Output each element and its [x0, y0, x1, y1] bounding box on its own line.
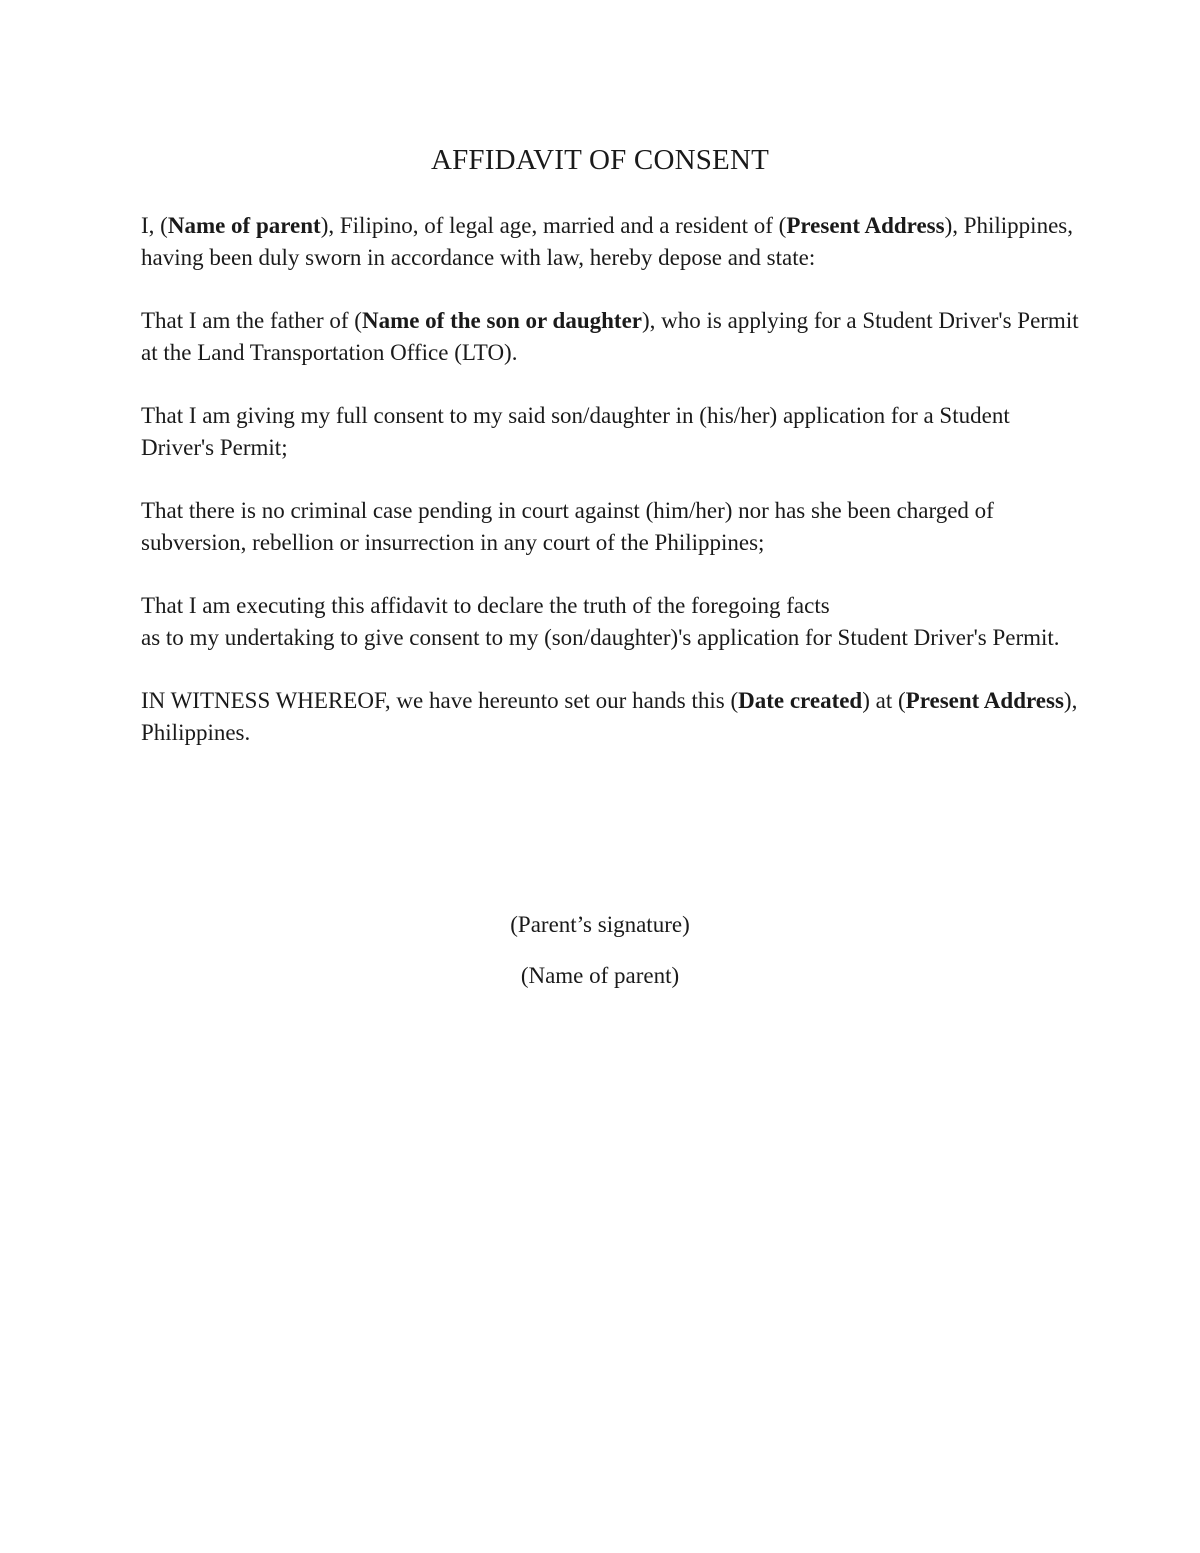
placeholder-name-of-child: Name of the son or daughter	[361, 308, 642, 333]
paragraph-witness	[141, 685, 1081, 748]
placeholder-present-address: Present Address	[905, 688, 1064, 713]
paragraph-declaration	[141, 210, 1081, 273]
text-run: That there is no criminal case pending in court against (him/her) nor has she been charged of subversion, rebellion or insurrection in any court of the Philippines;	[141, 498, 994, 555]
paragraph-purpose	[141, 590, 1081, 653]
text-run: ), Philippines.	[141, 688, 1078, 745]
text-run: ), who is applying for a Student Driver's Permit at the Land Transportation Office (LTO).	[141, 308, 1079, 365]
paragraph-consent	[141, 400, 1081, 463]
placeholder-date-created: Date created	[738, 688, 863, 713]
text-run: as to my undertaking to give consent to my (son/daughter)'s application for Student Driver's Permit.	[141, 624, 1060, 650]
parent-signature-line: (Parent’s signature)	[510, 912, 690, 937]
text-run: IN WITNESS WHEREOF, we have hereunto set our hands this (	[141, 688, 739, 713]
text-run: That I am the father of (	[141, 308, 362, 333]
text-run: That I am executing this affidavit to declare the truth of the foregoing facts	[141, 593, 830, 618]
document-body	[141, 210, 1081, 780]
parent-name-line: (Name of parent)	[520, 963, 680, 988]
paragraph-no-criminal-case	[141, 495, 1081, 558]
placeholder-present-address: Present Address	[786, 213, 945, 238]
text-run: That I am giving my full consent to my said son/daughter in (his/her) application for a Student Driver's Permit;	[141, 403, 1010, 460]
placeholder-name-of-parent: Name of parent	[167, 213, 321, 238]
text-run: ) at (	[862, 688, 906, 713]
text-run: ), Philippines, having been duly sworn in accordance with law, hereby depose and state:	[141, 213, 1073, 270]
text-run: I, (	[141, 213, 168, 238]
paragraph-relationship	[141, 305, 1081, 368]
document-title: AFFIDAVIT OF CONSENT	[430, 144, 770, 176]
text-run: ), Filipino, of legal age, married and a resident of (	[320, 213, 787, 238]
